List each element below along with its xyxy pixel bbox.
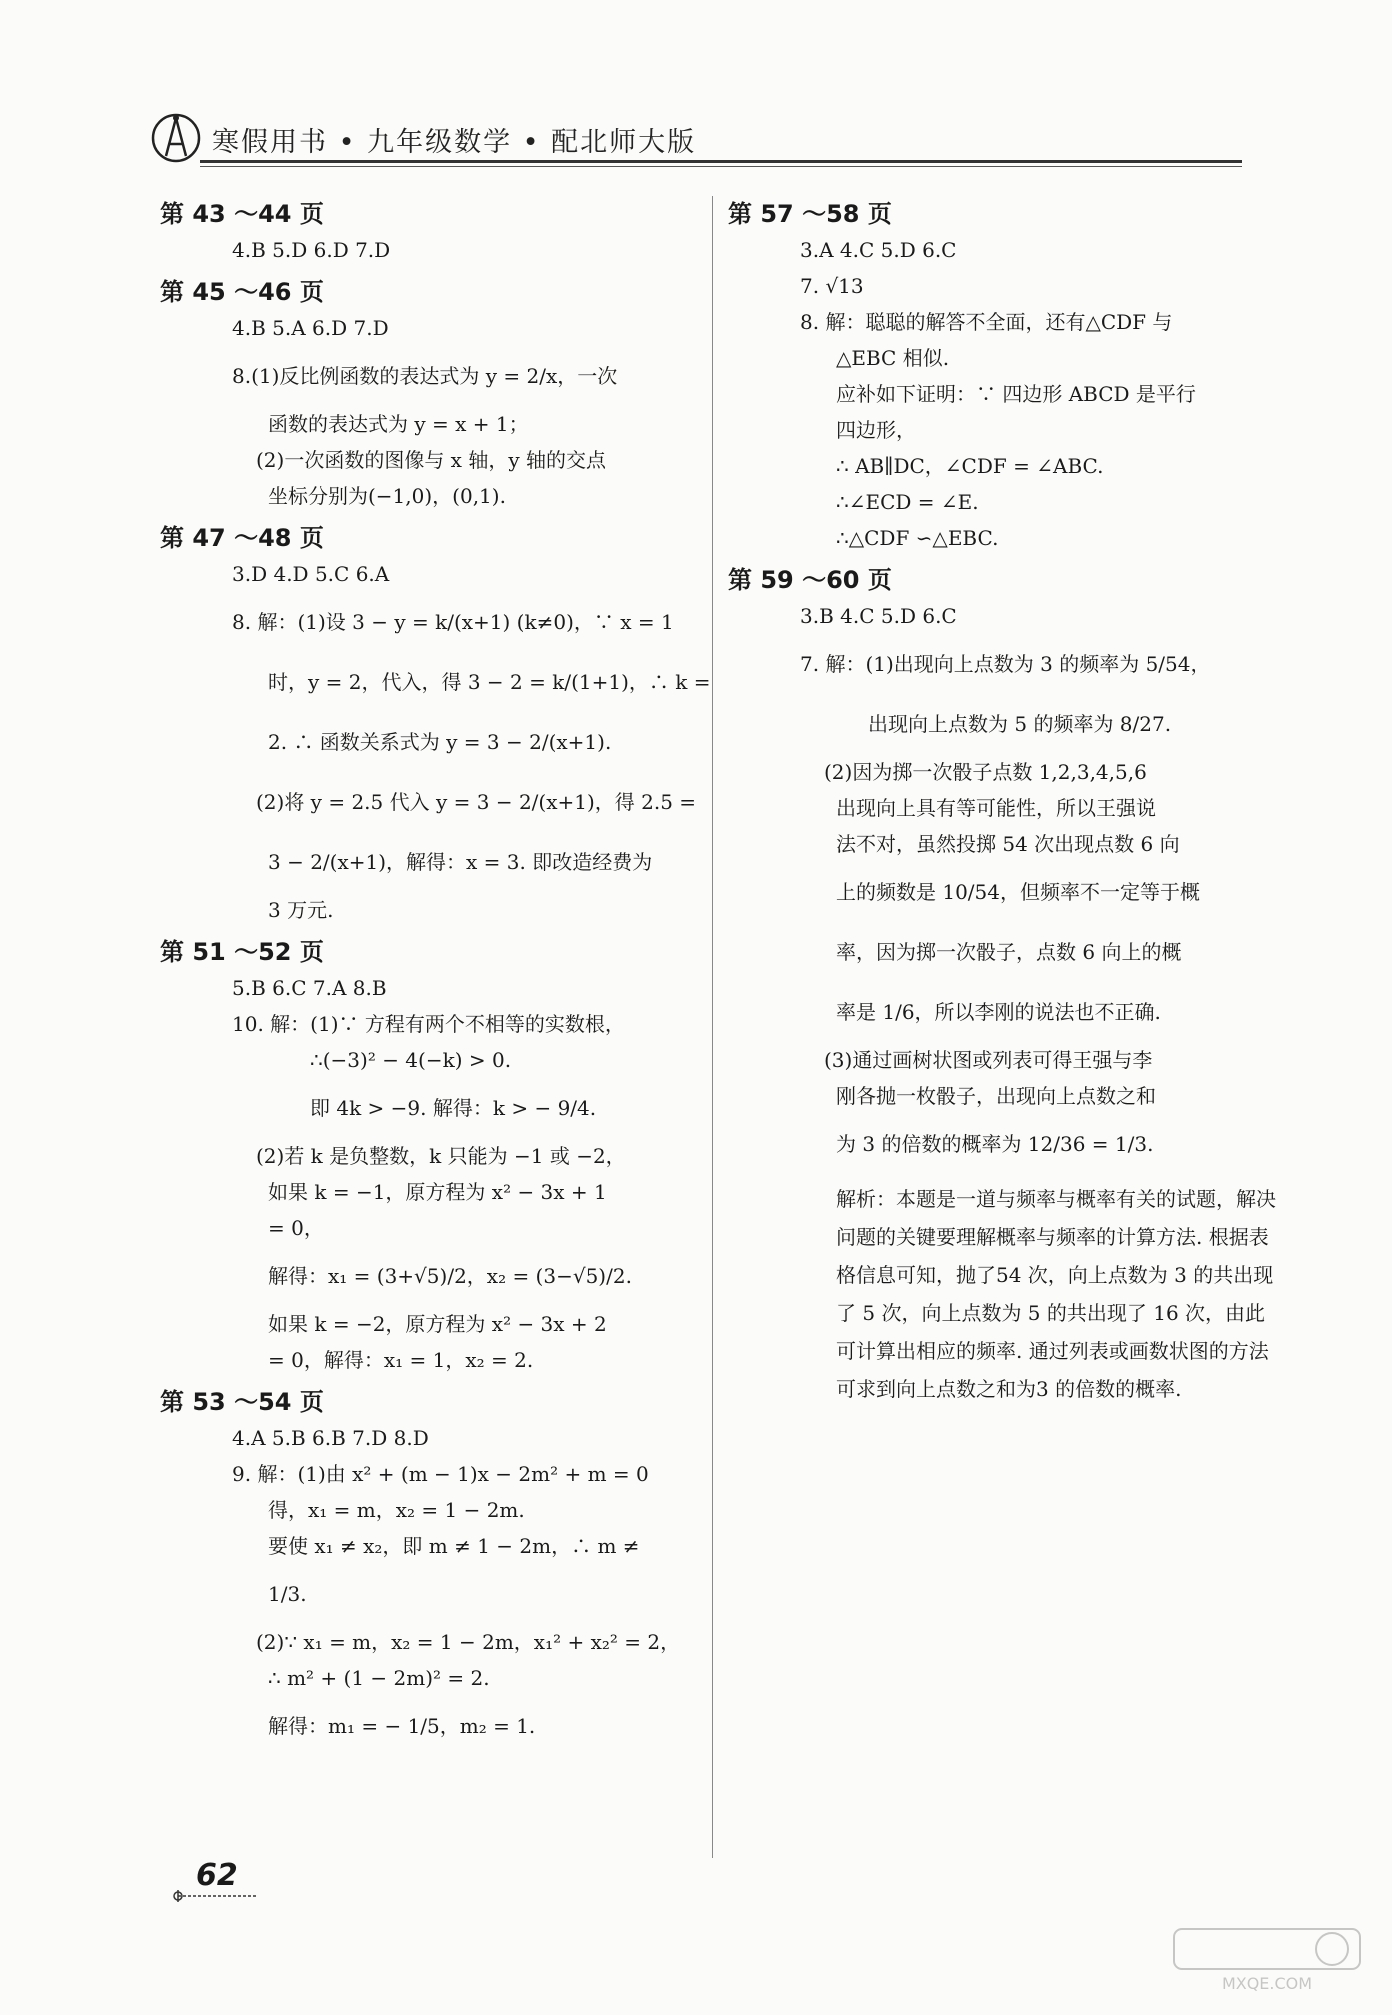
answer-line: 1/3.	[268, 1582, 307, 1606]
answer-line: 3.D 4.D 5.C 6.A	[232, 562, 390, 586]
answer-line: ∴ AB∥DC，∠CDF = ∠ABC.	[836, 454, 1104, 478]
answer-line: 4.A 5.B 6.B 7.D 8.D	[232, 1426, 429, 1450]
answer-line: 四边形，	[836, 418, 916, 442]
answer-line: ∴△CDF ∽△EBC.	[836, 526, 999, 550]
book-title: 寒假用书 • 九年级数学 • 配北师大版	[212, 127, 697, 158]
answer-line: 法不对，虽然投掷 54 次出现点数 6 向	[836, 832, 1180, 856]
answer-line: = 0，	[268, 1216, 324, 1240]
header-rule	[200, 160, 1242, 163]
answer-line: △EBC 相似.	[836, 346, 950, 370]
answer-line: 得，x₁ = m，x₂ = 1 − 2m.	[268, 1498, 525, 1522]
answer-line: (2)∵ x₁ = m，x₂ = 1 − 2m，x₁² + x₂² = 2，	[256, 1630, 681, 1654]
answer-section	[160, 520, 711, 928]
page-number: 62	[196, 1858, 238, 1893]
section-title: 第 57 ～58 页	[728, 200, 892, 228]
answer-line: ∴∠ECD = ∠E.	[836, 490, 979, 514]
answer-line: 7. √13	[800, 274, 864, 298]
answer-line: 8.(1)反比例函数的表达式为 y = 2/x，一次	[232, 364, 618, 388]
section-title: 第 53 ～54 页	[160, 1388, 324, 1416]
answer-line: ∴ m² + (1 − 2m)² = 2.	[268, 1666, 490, 1690]
section-title: 第 59 ～60 页	[728, 566, 892, 594]
answer-line: 刚各抛一枚骰子，出现向上点数之和	[836, 1084, 1156, 1108]
answer-line: 解得：m₁ = − 1/5，m₂ = 1.	[268, 1714, 536, 1738]
answer-line: 坐标分别为(−1,0)，(0,1).	[268, 484, 506, 508]
answer-section	[160, 934, 700, 1378]
answer-line: 率是 1/6，所以李刚的说法也不正确.	[836, 1000, 1161, 1024]
left-column	[160, 196, 711, 1762]
answer-line: 4.B 5.A 6.D 7.D	[232, 316, 389, 340]
right-column	[728, 196, 1278, 1408]
answer-line: 为 3 的倍数的概率为 12/36 = 1/3.	[836, 1132, 1154, 1156]
answer-line: 8. 解：聪聪的解答不全面，还有△CDF 与	[800, 310, 1173, 334]
answer-line: 9. 解：(1)由 x² + (m − 1)x − 2m² + m = 0	[232, 1462, 649, 1486]
answer-line: 2. ∴ 函数关系式为 y = 3 − 2/(x+1).	[268, 730, 612, 754]
answer-line: 出现向上具有等可能性，所以王强说	[836, 796, 1156, 820]
answer-section	[728, 562, 1278, 1174]
answer-line: (3)通过画树状图或列表可得王强与李	[824, 1048, 1153, 1072]
answer-line: 应补如下证明：∵ 四边形 ABCD 是平行	[836, 382, 1196, 406]
header-rule-thin	[200, 166, 1242, 167]
answer-line: (2)将 y = 2.5 代入 y = 3 − 2/(x+1)，得 2.5 =	[256, 790, 697, 814]
answer-line: 解得：x₁ = (3+√5)/2，x₂ = (3−√5)/2.	[268, 1264, 632, 1288]
answer-line: 即 4k > −9. 解得：k > − 9/4.	[310, 1096, 597, 1120]
answer-line: 7. 解：(1)出现向上点数为 3 的频率为 5/54，	[800, 652, 1211, 676]
answer-line: 率，因为掷一次骰子，点数 6 向上的概	[836, 940, 1182, 964]
answer-section	[160, 274, 700, 514]
answer-line: 3 − 2/(x+1)，解得：x = 3. 即改造经费为	[268, 850, 653, 874]
answer-section	[160, 196, 700, 268]
answer-line: (2)一次函数的图像与 x 轴，y 轴的交点	[256, 448, 606, 472]
section-title: 第 43 ～44 页	[160, 200, 324, 228]
answer-section	[160, 1384, 700, 1756]
column-divider	[712, 196, 713, 1858]
analysis-paragraph: 解析：本题是一道与频率与概率有关的试题，解决问题的关键要理解概率与频率的计算方法. 根据表格信息可知，抛了54 次，向上点数为 3 的共出现了 5 次，向上点数为 5 的共出现了 16 次，由此可计算出相应的频率. 通过列表或画数状图的方法可求到向上点数之和为3 的倍数的概率.	[836, 1187, 1276, 1401]
answer-line: 出现向上点数为 5 的频率为 8/27.	[868, 712, 1172, 736]
answer-line: 上的频数是 10/54，但频率不一定等于概	[836, 880, 1200, 904]
section-title: 第 51 ～52 页	[160, 938, 324, 966]
answer-line: 3 万元.	[268, 898, 334, 922]
answer-section	[728, 196, 1278, 556]
answer-line: 3.A 4.C 5.D 6.C	[800, 238, 957, 262]
page-header	[150, 112, 1242, 172]
answer-line: ∴(−3)² − 4(−k) > 0.	[310, 1048, 512, 1072]
answer-line: 函数的表达式为 y = x + 1；	[268, 412, 529, 436]
answer-line: 时，y = 2，代入，得 3 − 2 = k/(1+1)，∴ k =	[268, 670, 711, 694]
page-marker-icon	[170, 1888, 260, 1904]
answer-line: = 0，解得：x₁ = 1，x₂ = 2.	[268, 1348, 534, 1372]
answer-line: 如果 k = −1，原方程为 x² − 3x + 1	[268, 1180, 607, 1204]
answer-line: 5.B 6.C 7.A 8.B	[232, 976, 387, 1000]
section-title: 第 45 ～46 页	[160, 278, 324, 306]
answer-line: 3.B 4.C 5.D 6.C	[800, 604, 957, 628]
watermark-logo-icon	[1172, 1927, 1362, 1997]
answer-line: 8. 解：(1)设 3 − y = k/(x+1) (k≠0)，∵ x = 1	[232, 610, 674, 634]
answer-line: (2)若 k 是负整数，k 只能为 −1 或 −2，	[256, 1144, 626, 1168]
answer-line: 要使 x₁ ≠ x₂，即 m ≠ 1 − 2m，∴ m ≠	[268, 1534, 640, 1558]
answer-line: 如果 k = −2，原方程为 x² − 3x + 2	[268, 1312, 607, 1336]
answer-line: 10. 解：(1)∵ 方程有两个不相等的实数根，	[232, 1012, 625, 1036]
answer-line: (2)因为掷一次骰子点数 1,2,3,4,5,6	[824, 760, 1147, 784]
answer-line: 4.B 5.D 6.D 7.D	[232, 238, 391, 262]
section-title: 第 47 ～48 页	[160, 524, 324, 552]
compass-logo-icon	[150, 112, 202, 164]
watermark-text: MXQE.COM	[1221, 1974, 1313, 1993]
